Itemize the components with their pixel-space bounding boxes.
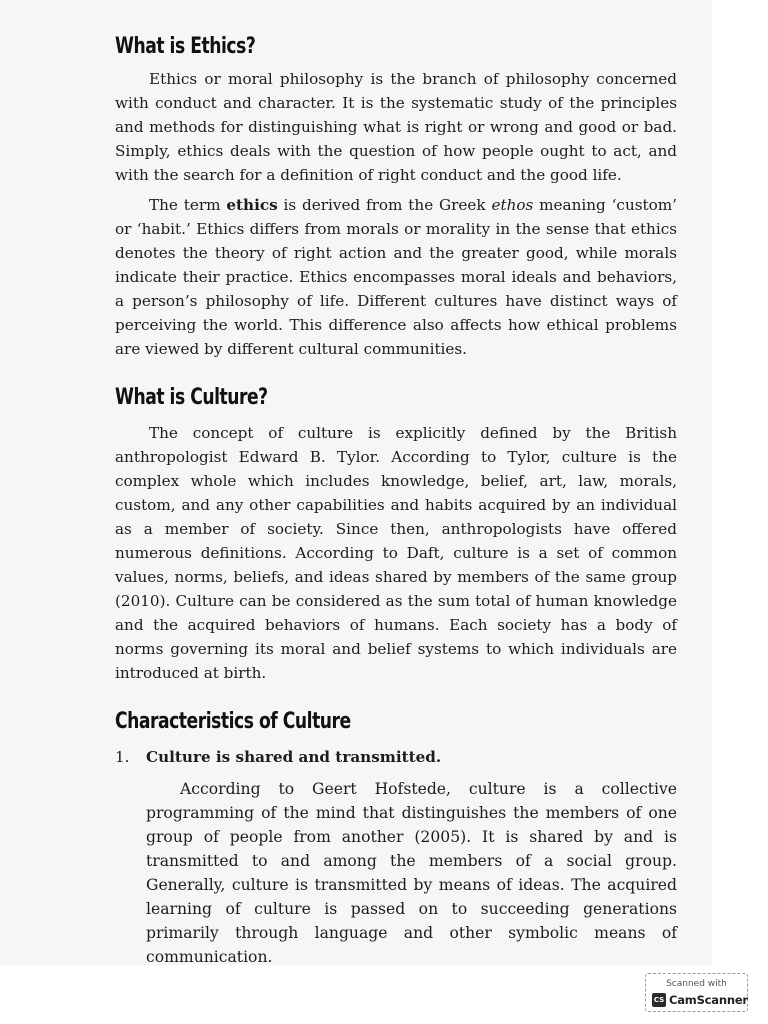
ethics-paragraph-2 xyxy=(115,193,677,361)
watermark-brand-row xyxy=(652,993,748,1007)
heading-what-is-ethics: What is Ethics? xyxy=(115,34,256,59)
page-content xyxy=(115,30,677,969)
ethics-p2-end: meaning ‘custom’ or ‘habit.’ Ethics differs from morals or morality in the sense that ethics denotes the theory of right action and the greater good, while morals indicate their practice. Ethics encompasses moral ideals and behaviors, a person’s philosophy of life. Different cultures have distinct ways of perceiving the world. This difference also affects how ethical problems are viewed by different cultural communities. xyxy=(115,196,677,358)
heading-characteristics-of-culture: Characteristics of Culture xyxy=(115,709,351,734)
ethics-term-bold: ethics xyxy=(226,196,278,214)
heading-what-is-culture: What is Culture? xyxy=(115,385,268,410)
characteristic-item-1 xyxy=(115,745,677,769)
item-body-paragraph: According to Geert Hofstede, culture is a collective programming of the mind that distinguishes the members of one group of people from another (2005). It is shared by and is transmitted to and among the members of a social group. Generally, culture is transmitted by means of ideas. The acquired learning of culture is passed on to succeeding generations primarily through language and other symbolic means of communication. xyxy=(146,780,677,966)
item-title: Culture is shared and transmitted. xyxy=(146,748,442,766)
ethics-p2-start: The term xyxy=(149,196,227,214)
watermark-caption: Scanned with xyxy=(666,979,727,989)
watermark-brand-name: CamScanner xyxy=(669,993,748,1007)
item-number: 1. xyxy=(115,748,130,766)
culture-paragraph-1: The concept of culture is explicitly defined by the British anthropologist Edward B. Tylor. According to Tylor, culture is the complex whole which includes knowledge, belief, art, law, morals, custom, and any other capabilities and habits acquired by an individual as a member of society. Since then, anthropologists have offered numerous definitions. According to Daft, culture is a set of common values, norms, beliefs, and ideas shared by members of the same group (2010). Culture can be considered as the sum total of human knowledge and the acquired behaviors of humans. Each society has a body of norms governing its moral and belief systems to which individuals are introduced at birth. xyxy=(115,424,677,682)
characteristic-item-1-body xyxy=(146,777,677,969)
ethics-paragraph-1: Ethics or moral philosophy is the branch of philosophy concerned with conduct and character. It is the systematic study of the principles and methods for distinguishing what is right or wrong and good or bad. Simply, ethics deals with the question of how people ought to act, and with the search for a definition of right conduct and the good life. xyxy=(115,70,677,184)
camscanner-watermark xyxy=(645,973,748,1012)
ethos-term-italic: ethos xyxy=(491,196,534,214)
camscanner-logo-icon: CS xyxy=(652,993,666,1007)
ethics-p2-mid: is derived from the Greek xyxy=(277,196,492,214)
